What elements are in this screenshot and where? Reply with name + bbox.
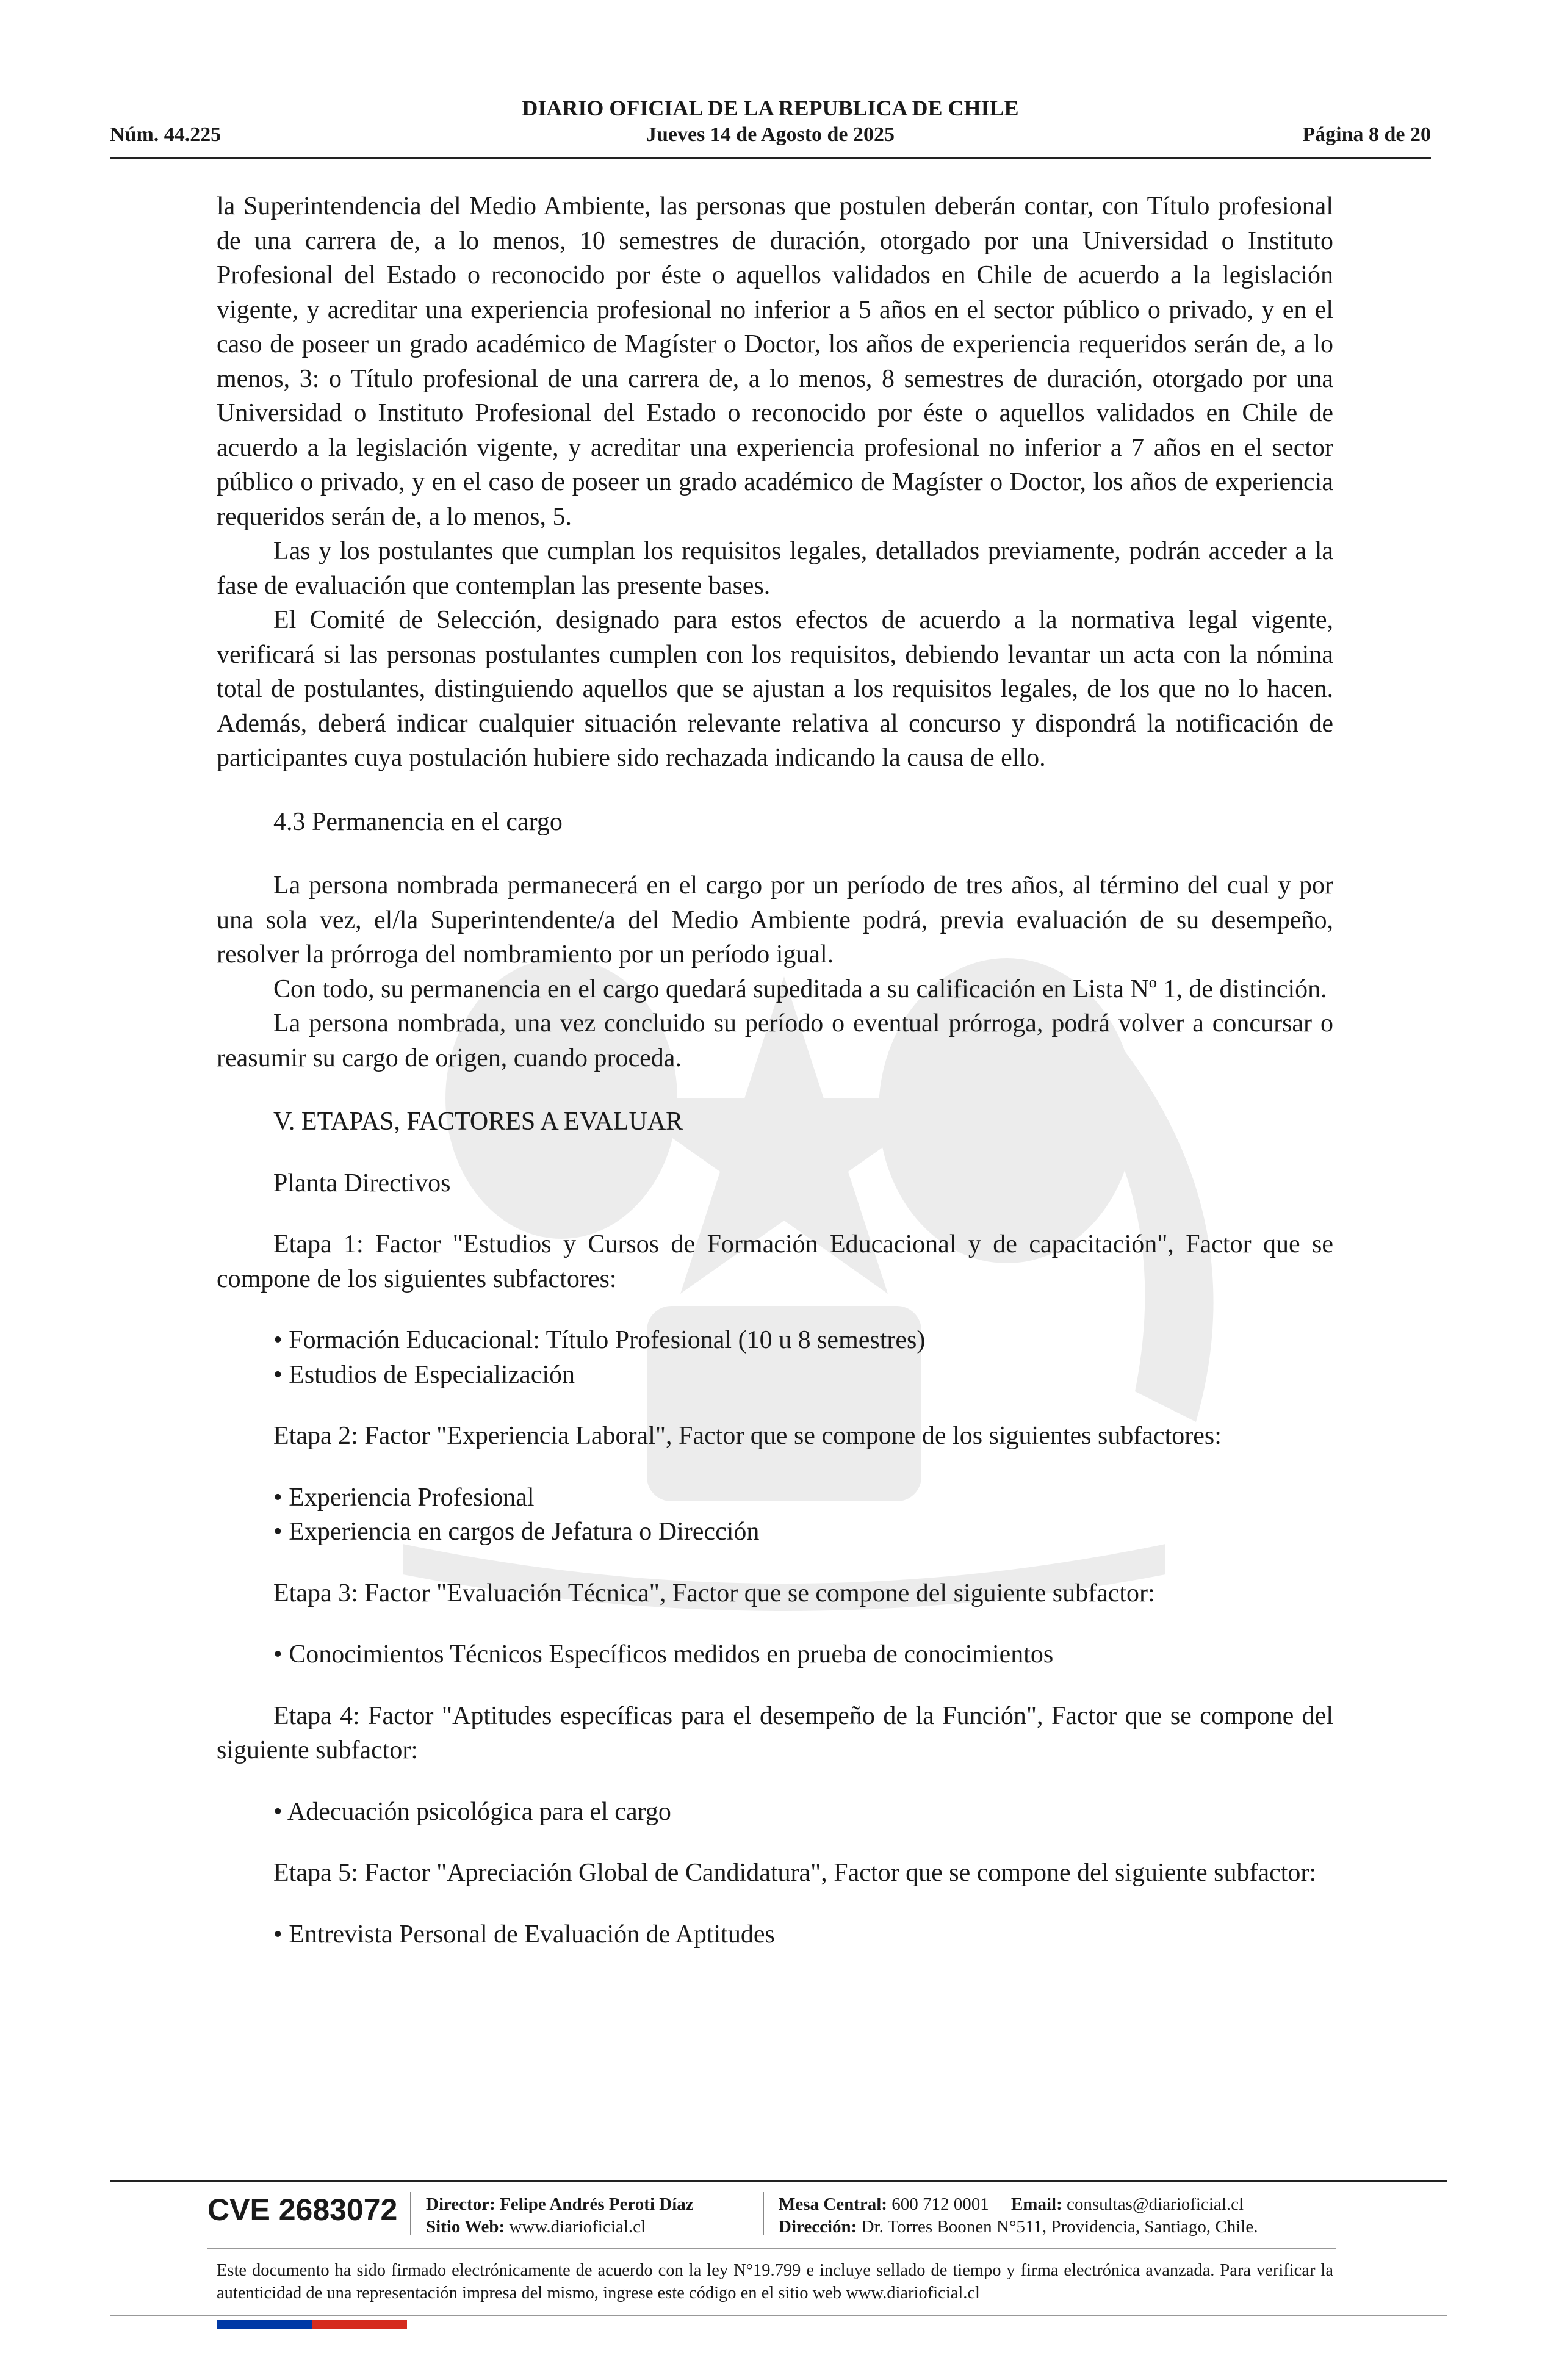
- list-item: • Adecuación psicológica para el cargo: [273, 1797, 671, 1826]
- issue-number: Núm. 44.225: [110, 123, 222, 146]
- bullet-list: [217, 1637, 1333, 1672]
- document-body: [217, 189, 1333, 1952]
- footer-divider: [110, 2315, 1447, 2316]
- paragraph: Etapa 1: Factor "Estudios y Cursos de Formación Educacional y de capacitación", Factor que se compone de los siguientes subfactores:: [217, 1230, 1333, 1293]
- bullet-list: [217, 1480, 1333, 1549]
- paragraph: Etapa 5: Factor "Apreciación Global de Candidatura", Factor que se compone del siguiente subfactor:: [273, 1859, 1317, 1887]
- mesa-central-label: Mesa Central:: [779, 2194, 887, 2214]
- flag-stripe-icon: [217, 2320, 407, 2329]
- page-number: Página 8 de 20: [1302, 123, 1431, 146]
- footer-separator: [763, 2192, 764, 2235]
- section-heading: V. ETAPAS, FACTORES A EVALUAR: [273, 1108, 683, 1136]
- list-item: • Estudios de Especialización: [273, 1360, 575, 1389]
- footer-divider: [207, 2248, 1336, 2249]
- legal-notice: Este documento ha sido firmado electrónicamente de acuerdo con la ley N°19.799 e incluye sellado de tiempo y firma electrónica avanzada. Para verificar la autenticidad de una representación impresa del mismo, ingrese este código en el sitio web www.diarioficial.cl: [217, 2261, 1333, 2302]
- paragraph: Etapa 4: Factor "Aptitudes específicas para el desempeño de la Función", Factor que se compone del siguiente subfactor:: [217, 1701, 1333, 1764]
- bullet-list: [217, 1323, 1333, 1392]
- list-item: • Conocimientos Técnicos Específicos medidos en prueba de conocimientos: [273, 1640, 1054, 1668]
- list-item: • Experiencia en cargos de Jefatura o Dirección: [273, 1518, 760, 1546]
- director-label: Director:: [426, 2194, 495, 2214]
- list-item: • Experiencia Profesional: [273, 1483, 535, 1512]
- footer-contact-block: [779, 2193, 1258, 2238]
- section-heading: 4.3 Permanencia en el cargo: [273, 807, 563, 836]
- paragraph: La persona nombrada, una vez concluido su período o eventual prórroga, podrá volver a concursar o reasumir su cargo de origen, cuando proceda.: [217, 1009, 1333, 1072]
- paragraph: Etapa 3: Factor "Evaluación Técnica", Factor que se compone del siguiente subfactor:: [273, 1579, 1155, 1607]
- paragraph: la Superintendencia del Medio Ambiente, las personas que postulen deberán contar, con Título profesional de una carrera de, a lo menos, 10 semestres de duración, otorgado por una Universidad o Instituto Profesional del Estado o reconocido por éste o aquellos validados en Chile de acuerdo a la legislación vigente, y acreditar una experiencia profesional no inferior a 5 años en el sector público o privado, y en el caso de poseer un grado académico de Magíster o Doctor, los años de experiencia requeridos serán de, a lo menos, 3: o Título profesional de una carrera de, a lo menos, 8 semestres de duración, otorgado por una Universidad o Instituto Profesional del Estado o reconocido por éste o aquellos validados en Chile de acuerdo a la legislación vigente, y acreditar una experiencia profesional no inferior a 7 años en el sector público o privado, y en el caso de poseer un grado académico de Magíster o Doctor, los años de experiencia requeridos serán de, a lo menos, 5.: [217, 192, 1333, 531]
- flag-red-stripe: [312, 2320, 407, 2329]
- flag-blue-stripe: [217, 2320, 312, 2329]
- list-item: • Formación Educacional: Título Profesional (10 u 8 semestres): [273, 1326, 926, 1354]
- footer-separator: [410, 2192, 411, 2235]
- paragraph: Las y los postulantes que cumplan los requisitos legales, detallados previamente, podrán acceder a la fase de evaluación que contemplan las presente bases.: [217, 537, 1333, 600]
- paragraph: Etapa 2: Factor "Experiencia Laboral", Factor que se compone de los siguientes subfactores:: [273, 1422, 1222, 1450]
- footer-divider: [110, 2180, 1447, 2182]
- list-item: • Entrevista Personal de Evaluación de Aptitudes: [273, 1920, 775, 1949]
- paragraph: La persona nombrada permanecerá en el cargo por un período de tres años, al término del cual y por una sola vez, el/la Superintendente/a del Medio Ambiente podrá, previa evaluación de su desempeño, resolver la prórroga del nombramiento por un período igual.: [217, 871, 1333, 968]
- mesa-central-phone: 600 712 0001: [891, 2194, 989, 2214]
- address-label: Dirección:: [779, 2217, 857, 2237]
- bullet-list: [217, 1795, 1333, 1830]
- email-label: Email:: [1010, 2194, 1062, 2214]
- website-label: Sitio Web:: [426, 2217, 505, 2237]
- website-link[interactable]: www.diarioficial.cl: [509, 2217, 646, 2237]
- email-link[interactable]: consultas@diarioficial.cl: [1067, 2194, 1244, 2214]
- issue-date: Jueves 14 de Agosto de 2025: [646, 123, 895, 146]
- subsection-heading: Planta Directivos: [273, 1169, 451, 1197]
- address-value: Dr. Torres Boonen N°511, Providencia, Santiago, Chile.: [861, 2217, 1258, 2237]
- bullet-list: [217, 1917, 1333, 1952]
- footer-director-block: [426, 2193, 694, 2238]
- paragraph: Con todo, su permanencia en el cargo quedará supeditada a su calificación en Lista Nº 1, de distinción.: [273, 975, 1327, 1003]
- paragraph: El Comité de Selección, designado para estos efectos de acuerdo a la normativa legal vigente, verificará si las personas postulantes cumplen con los requisitos, debiendo levantar un acta con la nómina total de postulantes, distinguiendo aquellos que se ajustan a los requisitos legales, de los que no lo hacen. Además, deberá indicar cualquier situación relevante relativa al concurso y dispondrá la notificación de participantes cuya postulación hubiere sido rechazada indicando la causa de ello.: [217, 606, 1333, 772]
- page-header: [110, 93, 1431, 159]
- newspaper-title: DIARIO OFICIAL DE LA REPUBLICA DE CHILE: [522, 96, 1019, 120]
- director-name: Felipe Andrés Peroti Díaz: [500, 2194, 694, 2214]
- cve-code: CVE 2683072: [207, 2193, 398, 2227]
